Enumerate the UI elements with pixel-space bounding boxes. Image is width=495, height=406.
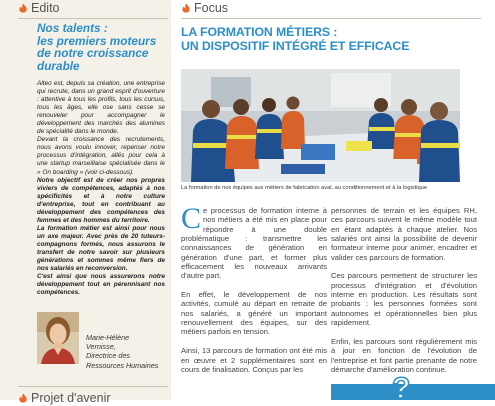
article-title — [181, 25, 486, 53]
author-signature — [86, 333, 158, 370]
question-mark-icon: ? — [392, 372, 411, 405]
edito-header — [18, 1, 60, 15]
training-photo — [181, 69, 460, 182]
flame-icon — [181, 3, 191, 13]
author-photo — [37, 312, 79, 364]
edito-paragraph: C'est ainsi que nous assurerons notre développement tout en pérennisant nos compétences. — [37, 273, 165, 297]
article-paragraph: Ainsi, 13 parcours de formation ont été mis en œuvre et 2 supplémentaires sont en cours de finalisation. Conçus par les — [181, 346, 327, 374]
edito-title-line: Nos talents : — [37, 21, 108, 35]
projet-section-label: Projet d'avenir — [31, 391, 111, 405]
author-name: Marie-Hélène — [86, 333, 130, 342]
edito-sidebar — [0, 0, 171, 405]
edito-title — [37, 22, 169, 72]
author-role: Directrice des — [86, 351, 130, 361]
edito-paragraph: Alteo est, depuis sa création, une entreprise qui recrute, dans un grand esprit d'ouverture : attentive à tous les profils, tous les cursus, tous les âges, elle ose sans cesse se renouveler pour accompagner le développement des marchés des alumines de spécialité dans le monde. — [37, 80, 165, 136]
article-column-2 — [331, 206, 477, 384]
author-name: Vernisse, — [86, 342, 116, 352]
photo-caption: La formation de nos équipes aux métiers de fabrication aval, au conditionnement et à la logistique — [181, 185, 427, 191]
author-role: Ressources Humaines — [86, 360, 159, 370]
edito-title-line: les premiers moteurs — [37, 33, 157, 48]
article-paragraph: En effet, le développement de nos activités, cumulé au départ en retraite de nos salariés, a généré un important renouvellement des équipes, sur des métiers parfois en tension. — [181, 290, 327, 337]
divider — [18, 18, 168, 19]
projet-header — [18, 391, 111, 405]
flame-icon — [18, 3, 28, 13]
divider — [181, 18, 481, 19]
edito-title-line: de notre croissance — [37, 46, 149, 60]
edito-paragraph: La formation métier est ainsi pour nous un axe majeur. Avec près de 20 tuteurs-compagnons formés, nous assurons le transfert de notre savoir sur plusieurs générations et sommes même fiers de nos salariés en reconversion. — [37, 224, 165, 273]
article-text: e processus de formation interne à nos métiers a été mis en place pour répondre à une double problématique : transmettre les connaissances de génération en génération d'une part, et former plus efficacement les nouveaux arrivants d'autre part. — [181, 206, 327, 281]
article-paragraph — [181, 202, 327, 281]
article-column-1 — [181, 202, 327, 384]
focus-header — [181, 1, 228, 15]
article-title-line: LA FORMATION MÉTIERS : — [181, 25, 338, 39]
edito-body — [37, 80, 165, 297]
next-section-banner — [331, 384, 495, 400]
focus-section-label: Focus — [194, 1, 229, 15]
divider — [18, 386, 168, 387]
edito-paragraph: Notre objectif est de créer nos propres viviers de compétences, adaptés à nos spécificités et à notre culture d'entreprise, tout en contribuant au développement des compétences des femmes et des hommes du territoire. — [37, 176, 165, 224]
article-title-line: UN DISPOSITIF INTÉGRÉ ET EFFICACE — [181, 39, 410, 54]
edito-section-label: Edito — [31, 1, 60, 15]
edito-title-line: durable — [37, 58, 80, 73]
article-paragraph: Ces parcours permettent de structurer les processus d'intégration et d'évolution interne en production. Les résultats sont probants : les personnes formées sont autonomes et opérationnelles bien plus rapidement. — [331, 271, 477, 328]
flame-icon — [18, 393, 28, 403]
article-paragraph: personnes de terrain et les équipes RH, ces parcours suivent le même modèle tout en étant adaptés à chaque atelier. Nos salariés ont ainsi la possibilité de devenir formateur interne pour animer, encadrer et valider ces parcours de formation. — [331, 206, 477, 262]
article-paragraph: Enfin, les parcours sont régulièrement mis à jour en fonction de l'évolution de l'entreprise et font partie prenante de notre démarche d'amélioration continue. — [331, 336, 477, 374]
edito-paragraph: Devant la croissance des recrutements, nous avons voulu innover, repenser notre processus d'intégration, allés pour cela à une startup marseillaise spécialisée dans le « On boarding » (voir ci-dessous). — [37, 136, 165, 176]
drop-cap: C — [181, 202, 202, 235]
